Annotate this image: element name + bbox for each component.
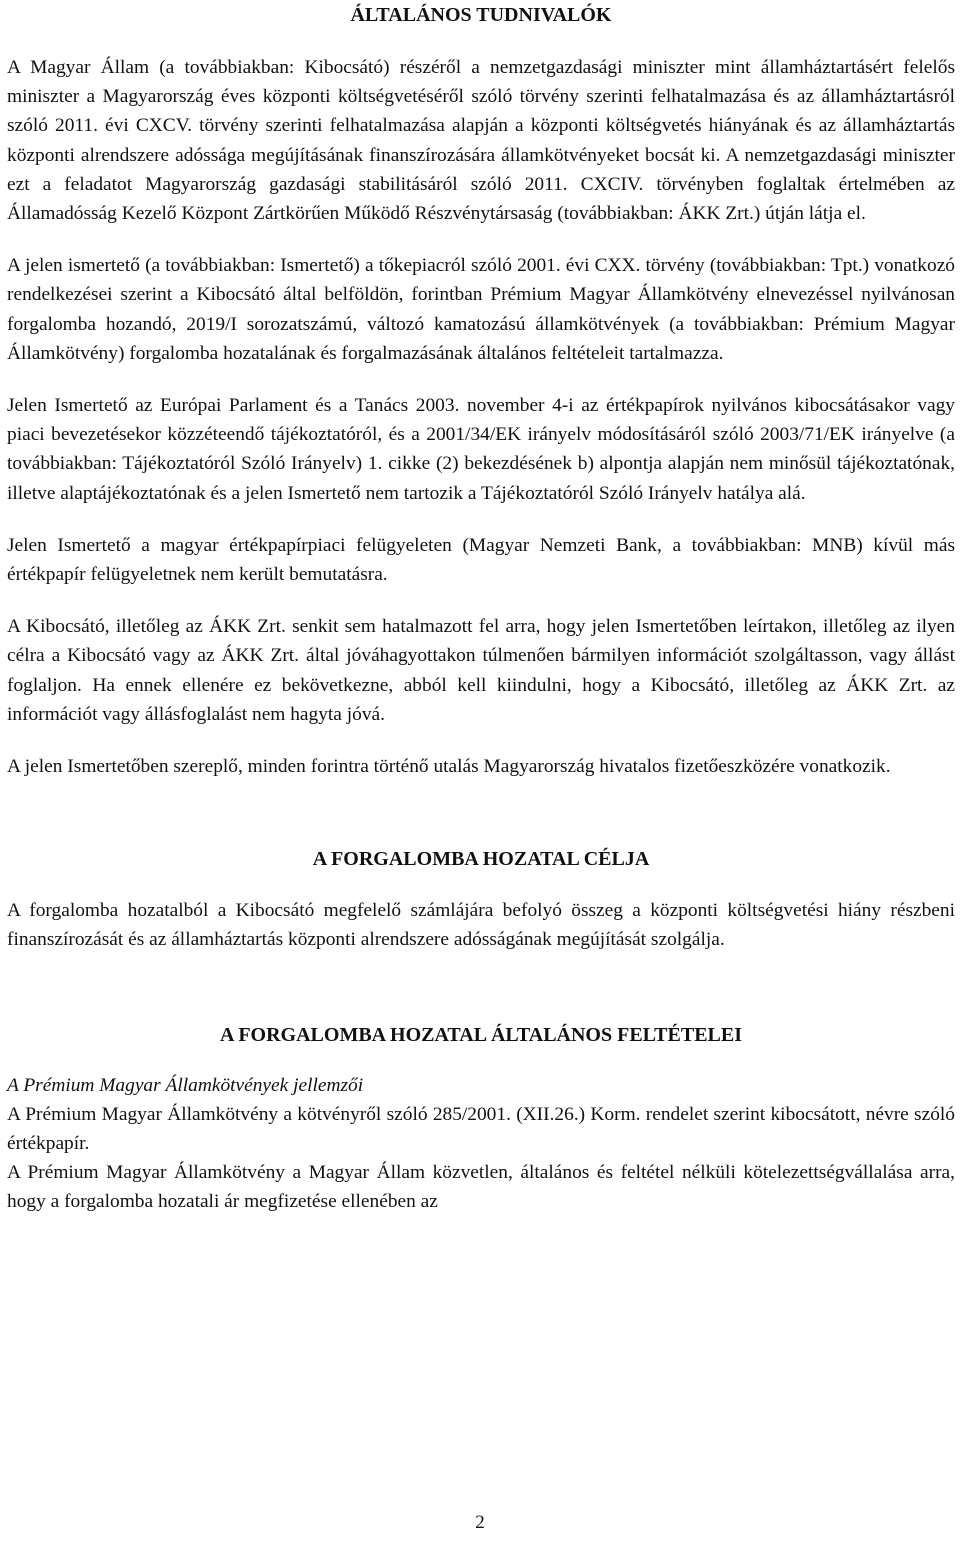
heading-general-conditions: A FORGALOMBA HOZATAL ÁLTALÁNOS FELTÉTELEI [220,1023,742,1046]
paragraph-bond-obligation: A Prémium Magyar Államkötvény a Magyar Állam közvetlen, általános és feltétel nélküli kötelezettségvállalása arra, hogy a forgalomba hozatali ár megfizetése ellenében az [7,1162,955,1213]
heading-purpose: A FORGALOMBA HOZATAL CÉLJA [312,848,650,871]
paragraph-purpose: A forgalomba hozatalból a Kibocsátó megfelelő számlájára befolyó összeg a központi költségvetési hiány részbeni finanszírozását és az államháztartás központi alrendszere adósságának megújítását szolgálja. [7,900,955,951]
heading-general-info: ÁLTALÁNOS TUDNIVALÓK [350,4,612,26]
paragraph-eu-directive: Jelen Ismertető az Európai Parlament és a Tanács 2003. november 4-i az értékpapírok nyilvános kibocsátásakor vagy piaci bevezetésekor közzéteendő tájékoztatóról, és a 2001/34/EK irányelv módosításáról szóló 2003/71/EK irányelve (a továbbiakban: Tájékoztatóról Szóló Irányelv) 1. cikke (2) bekezdésének b) alpontja alapján nem minősül tájékoztatónak, illetve alaptájékoztatónak és a jelen Ismertető nem tartozik a Tájékoztatóról Szóló Irányelv hatálya alá. [7,395,955,504]
paragraph-authorization: A Kibocsátó, illetőleg az ÁKK Zrt. senkit sem hatalmazott fel arra, hogy jelen Ismertetőben leírtakon, illetőleg az ilyen célra a Kibocsátó vagy az ÁKK Zrt. által jóváhagyottakon túlmenően bármilyen információt szolgáltasson, vagy állást foglaljon. Ha ennek ellenére ez bekövetkezne, abból kell kiindulni, hogy a Kibocsátó, illetőleg az ÁKK Zrt. az információt vagy állásfoglalást nem hagyta jóvá. [7,616,955,725]
paragraph-prospectus-scope: A jelen ismertető (a továbbiakban: Ismertető) a tőkepiacról szóló 2001. évi CXX. törvény (továbbiakban: Tpt.) vonatkozó rendelkezései szerint a Kibocsátó által belföldön, forintban Prémium Magyar Államkötvény elnevezéssel nyilvánosan forgalomba hozandó, 2019/I sorozatszámú, változó kamatozású államkötvények (a továbbiakban: Prémium Magyar Államkötvény) forgalomba hozatalának és forgalmazásának általános feltételeit tartalmazza. [7,255,955,364]
paragraph-issuer: A Magyar Állam (a továbbiakban: Kibocsátó) részéről a nemzetgazdasági miniszter mint államháztartásért felelős miniszter a Magyarország éves központi költségvetéséről szóló törvény szerinti felhatalmazása és az államháztartásról szóló 2011. évi CXCV. törvény szerinti felhatalmazása alapján a központi költségvetés hiányának és az államháztartás központi alrendszere adóssága megújításának finanszírozására államkötvényeket bocsát ki. A nemzetgazdasági miniszter ezt a feladatot Magyarország gazdasági stabilitásáról szóló 2011. CXCIV. törvényben foglaltak értelmében az Államadósság Kezelő Központ Zártkörűen Működő Részvénytársaság (továbbiakban: ÁKK Zrt.) útján látja el. [7,57,955,225]
subheading-bond-features: A Prémium Magyar Államkötvények jellemzői [7,1074,364,1096]
paragraph-currency: A jelen Ismertetőben szereplő, minden forintra történő utalás Magyarország hivatalos fizetőeszközére vonatkozik. [7,756,891,778]
paragraph-supervision: Jelen Ismertető a magyar értékpapírpiaci felügyeleten (Magyar Nemzeti Bank, a továbbiakban: MNB) kívül más értékpapír felügyeletnek nem került bemutatásra. [7,534,955,586]
page-number: 2 [475,1512,485,1533]
document-page [7,0,955,1217]
paragraph-bond-definition: A Prémium Magyar Államkötvény a kötvényről szóló 285/2001. (XII.26.) Korm. rendelet szerint kibocsátott, névre szóló értékpapír. [7,1103,955,1155]
